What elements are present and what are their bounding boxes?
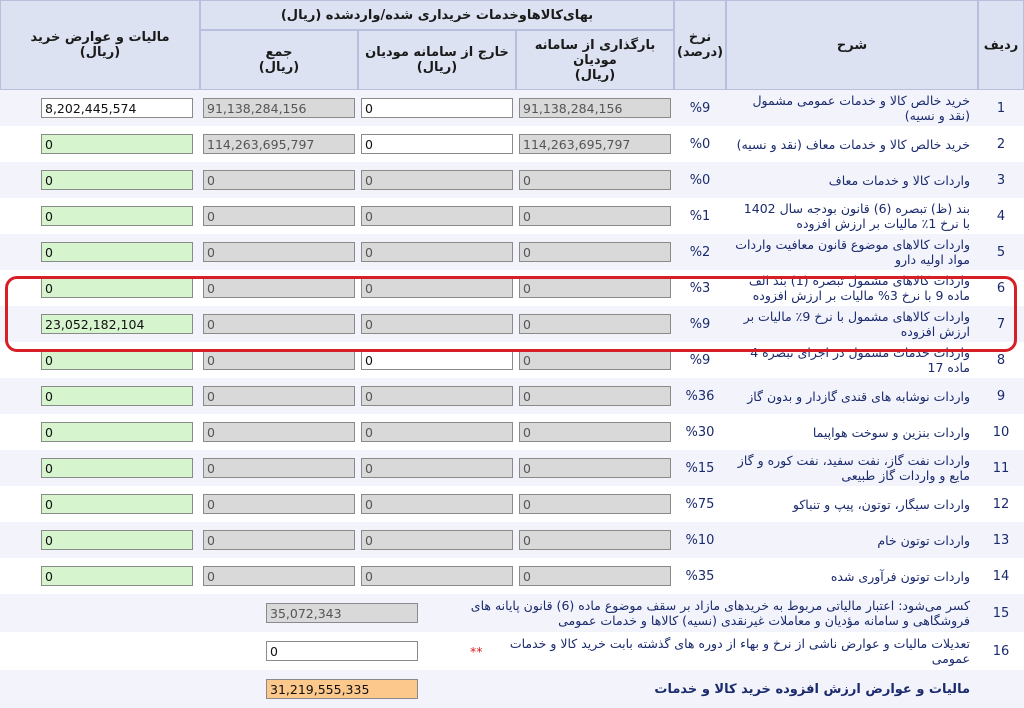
table-row-10 <box>0 414 1024 450</box>
registered-amount-field[interactable]: 0 <box>519 566 671 586</box>
tax-amount-field[interactable]: 23,052,182,104 <box>41 314 193 334</box>
registered-amount-field[interactable]: 0 <box>519 458 671 478</box>
header-row-number: ردیف <box>978 0 1024 90</box>
row-number: 12 <box>992 496 1010 512</box>
table-row-3 <box>0 162 1024 198</box>
table-row-15 <box>0 594 1024 632</box>
row-description: واردات توتون فرآوری شده <box>830 568 970 584</box>
row-rate: %35 <box>685 568 715 584</box>
row-rate: %15 <box>685 460 715 476</box>
total-amount-field[interactable]: 0 <box>203 422 355 442</box>
outside-amount-field[interactable]: 0 <box>361 98 513 118</box>
registered-amount-field[interactable]: 0 <box>519 206 671 226</box>
header-outside: خارج از سامانه مودیان (ریال) <box>358 30 516 90</box>
tax-amount-field[interactable]: 0 <box>41 206 193 226</box>
header-registered: بارگذاری از سامانه مودیان (ریال) <box>516 30 674 90</box>
row-number: 3 <box>996 172 1006 188</box>
outside-amount-field[interactable]: 0 <box>361 242 513 262</box>
registered-amount-field[interactable]: 0 <box>519 494 671 514</box>
row-rate: %75 <box>685 496 715 512</box>
tax-amount-field[interactable]: 0 <box>41 278 193 298</box>
registered-amount-field[interactable]: 114,263,695,797 <box>519 134 671 154</box>
row-description: واردات خدمات مشمول در اجرای تبصره 4 ماده 17 <box>750 345 970 375</box>
row-rate: %0 <box>689 136 711 152</box>
header-description: شرح <box>726 0 978 90</box>
row-number: 6 <box>996 280 1006 296</box>
row-description: واردات کالاهای مشمول با نرخ 9٪ مالیات بر ارزش افزوده <box>743 309 970 339</box>
table-row-16 <box>0 632 1024 670</box>
row-description: بند (ظ) تبصره (6) قانون بودجه سال 1402 با نرخ 1٪ مالیات بر ارزش افزوده <box>743 201 970 231</box>
row-rate: %9 <box>689 100 711 116</box>
total-amount-field[interactable]: 0 <box>203 494 355 514</box>
row-rate: %1 <box>689 208 711 224</box>
registered-amount-field[interactable]: 0 <box>519 386 671 406</box>
required-stars: ** <box>470 643 483 659</box>
outside-amount-field[interactable]: 0 <box>361 350 513 370</box>
tax-amount-field[interactable]: 8,202,445,574 <box>41 98 193 118</box>
table-row-1 <box>0 90 1024 126</box>
adjustment-field[interactable]: 0 <box>266 641 418 661</box>
table-row-5 <box>0 234 1024 270</box>
total-row <box>0 670 1024 708</box>
table-row-14 <box>0 558 1024 594</box>
total-amount-field[interactable]: 0 <box>203 242 355 262</box>
row-number: 2 <box>996 136 1006 152</box>
tax-amount-field[interactable]: 0 <box>41 386 193 406</box>
row-description: واردات بنزین و سوخت هواپیما <box>812 424 970 440</box>
row-number: 1 <box>996 100 1006 116</box>
header-tax: مالیات و عوارض خرید (ریال) <box>0 0 200 90</box>
outside-amount-field[interactable]: 0 <box>361 170 513 190</box>
row-number: 13 <box>992 532 1010 548</box>
row-number: 7 <box>996 316 1006 332</box>
row-description: کسر می‌شود: اعتبار مالیاتی مربوط به خریدهای مازاد بر سقف موضوع ماده (6) قانون پایانه های فروشگاهی و سامانه مؤدیان و معاملات غیرنقدی (نسیه) کالاها و خدمات عمومی <box>470 598 970 628</box>
total-amount-field[interactable]: 114,263,695,797 <box>203 134 355 154</box>
outside-amount-field[interactable]: 0 <box>361 566 513 586</box>
tax-amount-field[interactable]: 0 <box>41 242 193 262</box>
header-total: جمع (ریال) <box>200 30 358 90</box>
row-description: خرید خالص کالا و خدمات معاف (نقد و نسیه) <box>736 136 970 152</box>
registered-amount-field[interactable]: 0 <box>519 278 671 298</box>
tax-amount-field[interactable]: 0 <box>41 530 193 550</box>
total-tax-field[interactable]: 31,219,555,335 <box>266 679 418 699</box>
table-header <box>0 0 1024 90</box>
row-number: 16 <box>992 643 1010 659</box>
row-description: واردات توتون خام <box>877 532 970 548</box>
row-description: تعدیلات مالیات و عوارض ناشی از نرخ و بهاء از دوره های گذشته بابت خرید کالا و خدمات عمومی <box>509 636 970 666</box>
header-rate: نرخ (درصد) <box>674 0 726 90</box>
outside-amount-field[interactable]: 0 <box>361 206 513 226</box>
tax-amount-field[interactable]: 0 <box>41 422 193 442</box>
table-row-8 <box>0 342 1024 378</box>
tax-amount-field[interactable]: 0 <box>41 350 193 370</box>
table-row-2 <box>0 126 1024 162</box>
tax-amount-field[interactable]: 0 <box>41 170 193 190</box>
outside-amount-field[interactable]: 0 <box>361 278 513 298</box>
registered-amount-field[interactable]: 0 <box>519 422 671 442</box>
table-row-11 <box>0 450 1024 486</box>
table-row-9 <box>0 378 1024 414</box>
row-number: 4 <box>996 208 1006 224</box>
outside-amount-field[interactable]: 0 <box>361 386 513 406</box>
row-rate: %0 <box>689 172 711 188</box>
table-row-6 <box>0 270 1024 306</box>
row-rate: %10 <box>685 532 715 548</box>
row-rate: %9 <box>689 352 711 368</box>
row-description: خرید خالص کالا و خدمات عمومی مشمول (نقد و نسیه) <box>752 93 970 123</box>
outside-amount-field[interactable]: 0 <box>361 530 513 550</box>
registered-amount-field[interactable]: 0 <box>519 350 671 370</box>
registered-amount-field[interactable]: 0 <box>519 530 671 550</box>
total-amount-field[interactable]: 91,138,284,156 <box>203 98 355 118</box>
row-description: واردات نوشابه های قندی گازدار و بدون گاز <box>747 388 970 404</box>
table-body <box>0 90 1024 594</box>
registered-amount-field[interactable]: 0 <box>519 242 671 262</box>
row-description: واردات نفت گاز، نفت سفید، نفت کوره و گاز مایع و واردات گاز طبیعی <box>737 453 970 483</box>
total-label: مالیات و عوارض ارزش افزوده خرید کالا و خدمات <box>654 681 970 697</box>
header-group <box>200 0 674 90</box>
table-row-7 <box>0 306 1024 342</box>
total-amount-field[interactable]: 0 <box>203 350 355 370</box>
row-number: 11 <box>992 460 1010 476</box>
outside-amount-field[interactable]: 0 <box>361 134 513 154</box>
total-amount-field[interactable]: 0 <box>203 458 355 478</box>
row-number: 8 <box>996 352 1006 368</box>
total-amount-field[interactable]: 0 <box>203 170 355 190</box>
total-amount-field[interactable]: 0 <box>203 566 355 586</box>
registered-amount-field[interactable]: 0 <box>519 170 671 190</box>
registered-amount-field[interactable]: 91,138,284,156 <box>519 98 671 118</box>
total-amount-field[interactable]: 0 <box>203 530 355 550</box>
row-rate: %36 <box>685 388 715 404</box>
outside-amount-field[interactable]: 0 <box>361 458 513 478</box>
row-description: واردات کالا و خدمات معاف <box>828 172 970 188</box>
total-amount-field[interactable]: 0 <box>203 386 355 406</box>
row-number: 5 <box>996 244 1006 260</box>
row-rate: %2 <box>689 244 711 260</box>
outside-amount-field[interactable]: 0 <box>361 314 513 334</box>
row-rate: %9 <box>689 316 711 332</box>
outside-amount-field[interactable]: 0 <box>361 422 513 442</box>
row-rate: %3 <box>689 280 711 296</box>
tax-amount-field[interactable]: 0 <box>41 458 193 478</box>
total-amount-field[interactable]: 0 <box>203 278 355 298</box>
outside-amount-field[interactable]: 0 <box>361 494 513 514</box>
table-row-4 <box>0 198 1024 234</box>
tax-amount-field[interactable]: 0 <box>41 134 193 154</box>
row-description: واردات کالاهای موضوع قانون معافیت واردات مواد اولیه دارو <box>735 237 970 267</box>
total-amount-field[interactable]: 0 <box>203 314 355 334</box>
registered-amount-field[interactable]: 0 <box>519 314 671 334</box>
table-row-12 <box>0 486 1024 522</box>
tax-credit-field[interactable]: 35,072,343 <box>266 603 418 623</box>
row-number: 15 <box>992 605 1010 621</box>
row-number: 14 <box>992 568 1010 584</box>
tax-amount-field[interactable]: 0 <box>41 566 193 586</box>
header-group-title: بهای‌کالاهاوخدمات خریداری شده/واردشده (ریال) <box>200 0 674 30</box>
table-row-13 <box>0 522 1024 558</box>
tax-amount-field[interactable]: 0 <box>41 494 193 514</box>
total-amount-field[interactable]: 0 <box>203 206 355 226</box>
row-description: واردات سیگار، توتون، پیپ و تنباکو <box>792 496 970 512</box>
row-number: 9 <box>996 388 1006 404</box>
row-description: واردات کالاهای مشمول تبصره (1) بند الف ماده 9 با نرخ 3% مالیات بر ارزش افزوده <box>748 273 970 303</box>
row-rate: %30 <box>685 424 715 440</box>
row-number: 10 <box>992 424 1010 440</box>
